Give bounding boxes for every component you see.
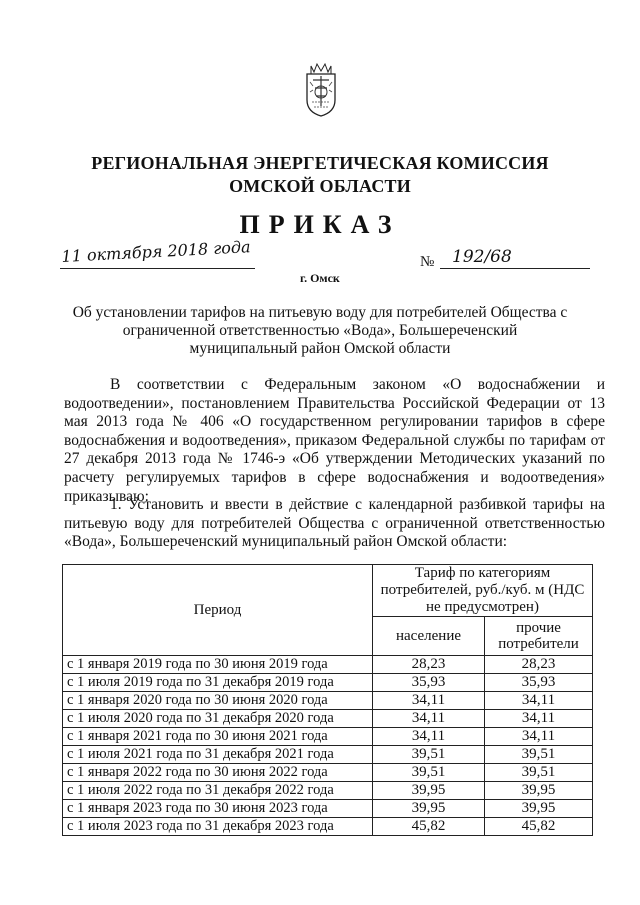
period-cell: с 1 января 2022 года по 30 июня 2022 года bbox=[63, 764, 373, 782]
subject-line2: ограниченной ответственностью «Вода», Большереченский bbox=[122, 322, 518, 339]
other-tariff-cell: 39,95 bbox=[485, 782, 593, 800]
other-consumers-header: прочие потребители bbox=[485, 617, 593, 656]
population-tariff-cell: 39,95 bbox=[373, 782, 485, 800]
date-underline bbox=[60, 268, 255, 269]
tariff-table bbox=[62, 564, 593, 836]
other-tariff-cell: 45,82 bbox=[485, 818, 593, 836]
population-tariff-cell: 34,11 bbox=[373, 728, 485, 746]
clause-1-paragraph: 1. Установить и ввести в действие с календарной разбивкой тарифы на питьевую воду для потребителей Общества с ограниченной ответственностью «Вода», Большереченский муниципальный район Омской области: bbox=[64, 496, 605, 551]
population-tariff-cell: 34,11 bbox=[373, 692, 485, 710]
other-tariff-cell: 28,23 bbox=[485, 656, 593, 674]
organization-name-line2: ОМСКОЙ ОБЛАСТИ bbox=[229, 176, 411, 196]
period-cell: с 1 июля 2023 года по 31 декабря 2023 года bbox=[63, 818, 373, 836]
period-cell: с 1 января 2021 года по 30 июня 2021 года bbox=[63, 728, 373, 746]
subject-line1: Об установлении тарифов на питьевую воду для потребителей Общества с bbox=[72, 304, 568, 321]
table-row bbox=[63, 818, 593, 836]
population-header: население bbox=[373, 617, 485, 656]
organization-name-line1: РЕГИОНАЛЬНАЯ ЭНЕРГЕТИЧЕСКАЯ КОМИССИЯ bbox=[91, 153, 549, 173]
population-tariff-cell: 39,51 bbox=[373, 746, 485, 764]
table-row bbox=[63, 692, 593, 710]
tariff-header: Тариф по категориям потребителей, руб./куб. м (НДС не предусмотрен) bbox=[373, 565, 593, 617]
other-tariff-cell: 39,51 bbox=[485, 764, 593, 782]
other-tariff-cell: 34,11 bbox=[485, 710, 593, 728]
table-row bbox=[63, 710, 593, 728]
other-tariff-cell: 34,11 bbox=[485, 692, 593, 710]
preamble-paragraph: В соответствии с Федеральным законом «О водоснабжении и водоотведении», постановлением Правительства Российской Федерации от 13 мая 2013 года № 406 «О государственном регулировании тарифов в сфере водоснабжения и водоотведения», приказом Федеральной службы по тарифам от 27 декабря 2013 года № 1746-э «Об утверждении Методических указаний по расчету регулируемых тарифов в сфере водоснабжения и водоотведения» приказываю: bbox=[64, 376, 605, 505]
population-tariff-cell: 39,51 bbox=[373, 764, 485, 782]
order-number: 192/68 bbox=[452, 247, 512, 267]
population-tariff-cell: 34,11 bbox=[373, 710, 485, 728]
number-underline bbox=[440, 268, 590, 269]
period-cell: с 1 января 2019 года по 30 июня 2019 года bbox=[63, 656, 373, 674]
table-row bbox=[63, 656, 593, 674]
period-cell: с 1 января 2020 года по 30 июня 2020 года bbox=[63, 692, 373, 710]
period-cell: с 1 июля 2019 года по 31 декабря 2019 года bbox=[63, 674, 373, 692]
period-cell: с 1 января 2023 года по 30 июня 2023 года bbox=[63, 800, 373, 818]
table-row bbox=[63, 782, 593, 800]
table-row bbox=[63, 674, 593, 692]
order-number-label: № bbox=[420, 254, 435, 270]
tariff-table-body bbox=[63, 656, 593, 836]
other-tariff-cell: 39,51 bbox=[485, 746, 593, 764]
table-row bbox=[63, 746, 593, 764]
order-date: 11 октября 2018 года bbox=[61, 237, 252, 266]
document-title: ПРИКАЗ bbox=[239, 210, 401, 239]
city: г. Омск bbox=[300, 271, 340, 285]
table-row bbox=[63, 764, 593, 782]
other-tariff-cell: 35,93 bbox=[485, 674, 593, 692]
period-cell: с 1 июля 2022 года по 31 декабря 2022 года bbox=[63, 782, 373, 800]
period-cell: с 1 июля 2021 года по 31 декабря 2021 года bbox=[63, 746, 373, 764]
table-row bbox=[63, 800, 593, 818]
other-tariff-cell: 34,11 bbox=[485, 728, 593, 746]
population-tariff-cell: 28,23 bbox=[373, 656, 485, 674]
period-header: Период bbox=[63, 565, 373, 656]
other-tariff-cell: 39,95 bbox=[485, 800, 593, 818]
period-cell: с 1 июля 2020 года по 31 декабря 2020 года bbox=[63, 710, 373, 728]
population-tariff-cell: 35,93 bbox=[373, 674, 485, 692]
coat-of-arms-emblem bbox=[303, 62, 339, 118]
subject-line3: муниципальный район Омской области bbox=[189, 340, 451, 357]
population-tariff-cell: 45,82 bbox=[373, 818, 485, 836]
population-tariff-cell: 39,95 bbox=[373, 800, 485, 818]
table-row bbox=[63, 728, 593, 746]
